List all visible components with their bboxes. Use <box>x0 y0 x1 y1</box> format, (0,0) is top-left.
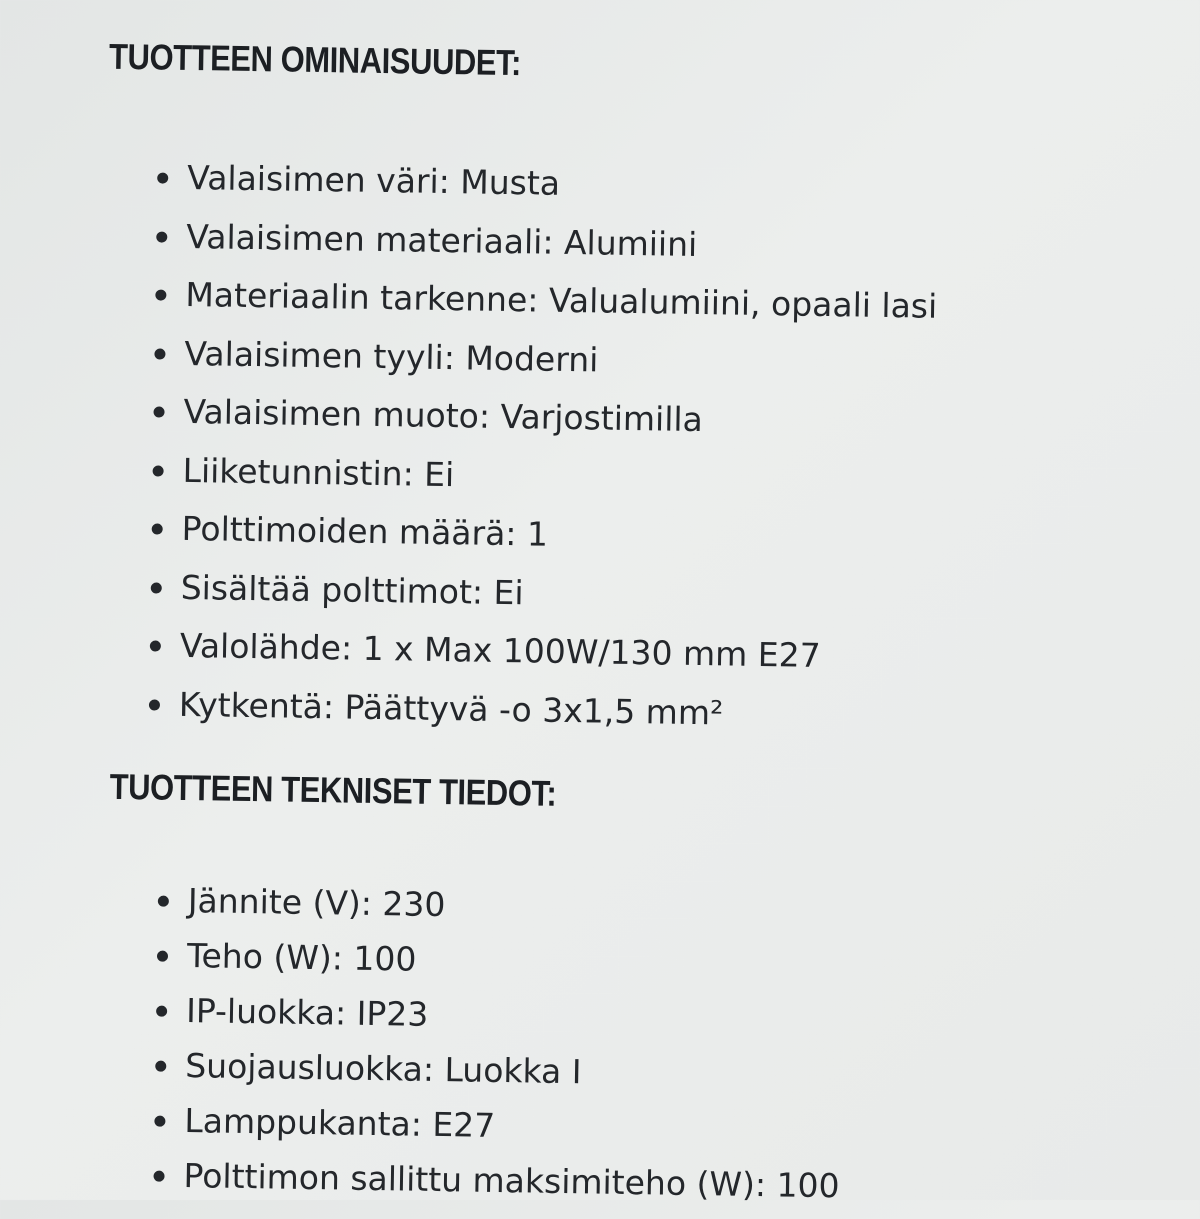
bullet-icon <box>157 950 168 961</box>
bullet-icon <box>154 348 165 359</box>
list-item <box>99 674 932 746</box>
bullet-icon <box>152 524 163 535</box>
list-item-text: Jännite (V): 230 <box>187 881 446 925</box>
list-item-text: Liiketunnistin: Ei <box>182 450 455 494</box>
list-item-text: Valaisimen muoto: Varjostimilla <box>183 391 704 440</box>
features-section <box>99 32 942 746</box>
list-item-text: Lamppukanta: E27 <box>184 1101 496 1145</box>
bullet-icon <box>158 895 169 906</box>
bullet-icon <box>150 641 161 652</box>
bullet-icon <box>156 1005 167 1016</box>
list-item-text: Polttimoiden määrä: 1 <box>181 508 549 554</box>
bullet-icon <box>151 582 162 593</box>
bullet-icon <box>153 465 164 476</box>
list-item-text: Polttimon sallittu maksimiteho (W): 100 <box>183 1156 840 1206</box>
bullet-icon <box>157 173 168 184</box>
list-item-text: Sisältää polttimot: Ei <box>180 567 524 612</box>
features-heading: TUOTTEEN OMINAISUUDET: <box>108 35 522 84</box>
list-item-text: Valolähde: 1 x Max 100W/130 mm E27 <box>179 625 821 675</box>
features-list <box>99 148 940 746</box>
list-item-text: IP-luokka: IP23 <box>185 991 429 1034</box>
list-item-text: Suojausluokka: Luokka I <box>184 1046 582 1092</box>
bullet-icon <box>149 699 160 710</box>
bullet-icon <box>153 407 164 418</box>
bullet-icon <box>154 1115 165 1126</box>
list-item-text: Teho (W): 100 <box>186 936 417 979</box>
bullet-icon <box>155 290 166 301</box>
bullet-icon <box>155 1060 166 1071</box>
list-item-text: Valaisimen väri: Musta <box>186 157 561 203</box>
tech-specs-heading: TUOTTEEN TEKNISET TIEDOT: <box>109 765 557 814</box>
list-item <box>103 1147 840 1214</box>
list-item-text: Kytkentä: Päättyvä -o 3x1,5 mm² <box>178 684 724 732</box>
bullet-icon <box>156 231 167 242</box>
list-item-text: Materiaalin tarkenne: Valualumiini, opaali lasi <box>185 274 938 326</box>
tech-specs-section <box>103 762 846 1214</box>
list-item-text: Valaisimen materiaali: Alumiini <box>186 216 698 264</box>
bullet-icon <box>153 1170 164 1181</box>
tech-specs-list <box>103 872 844 1214</box>
list-item-text: Valaisimen tyyli: Moderni <box>184 333 599 379</box>
